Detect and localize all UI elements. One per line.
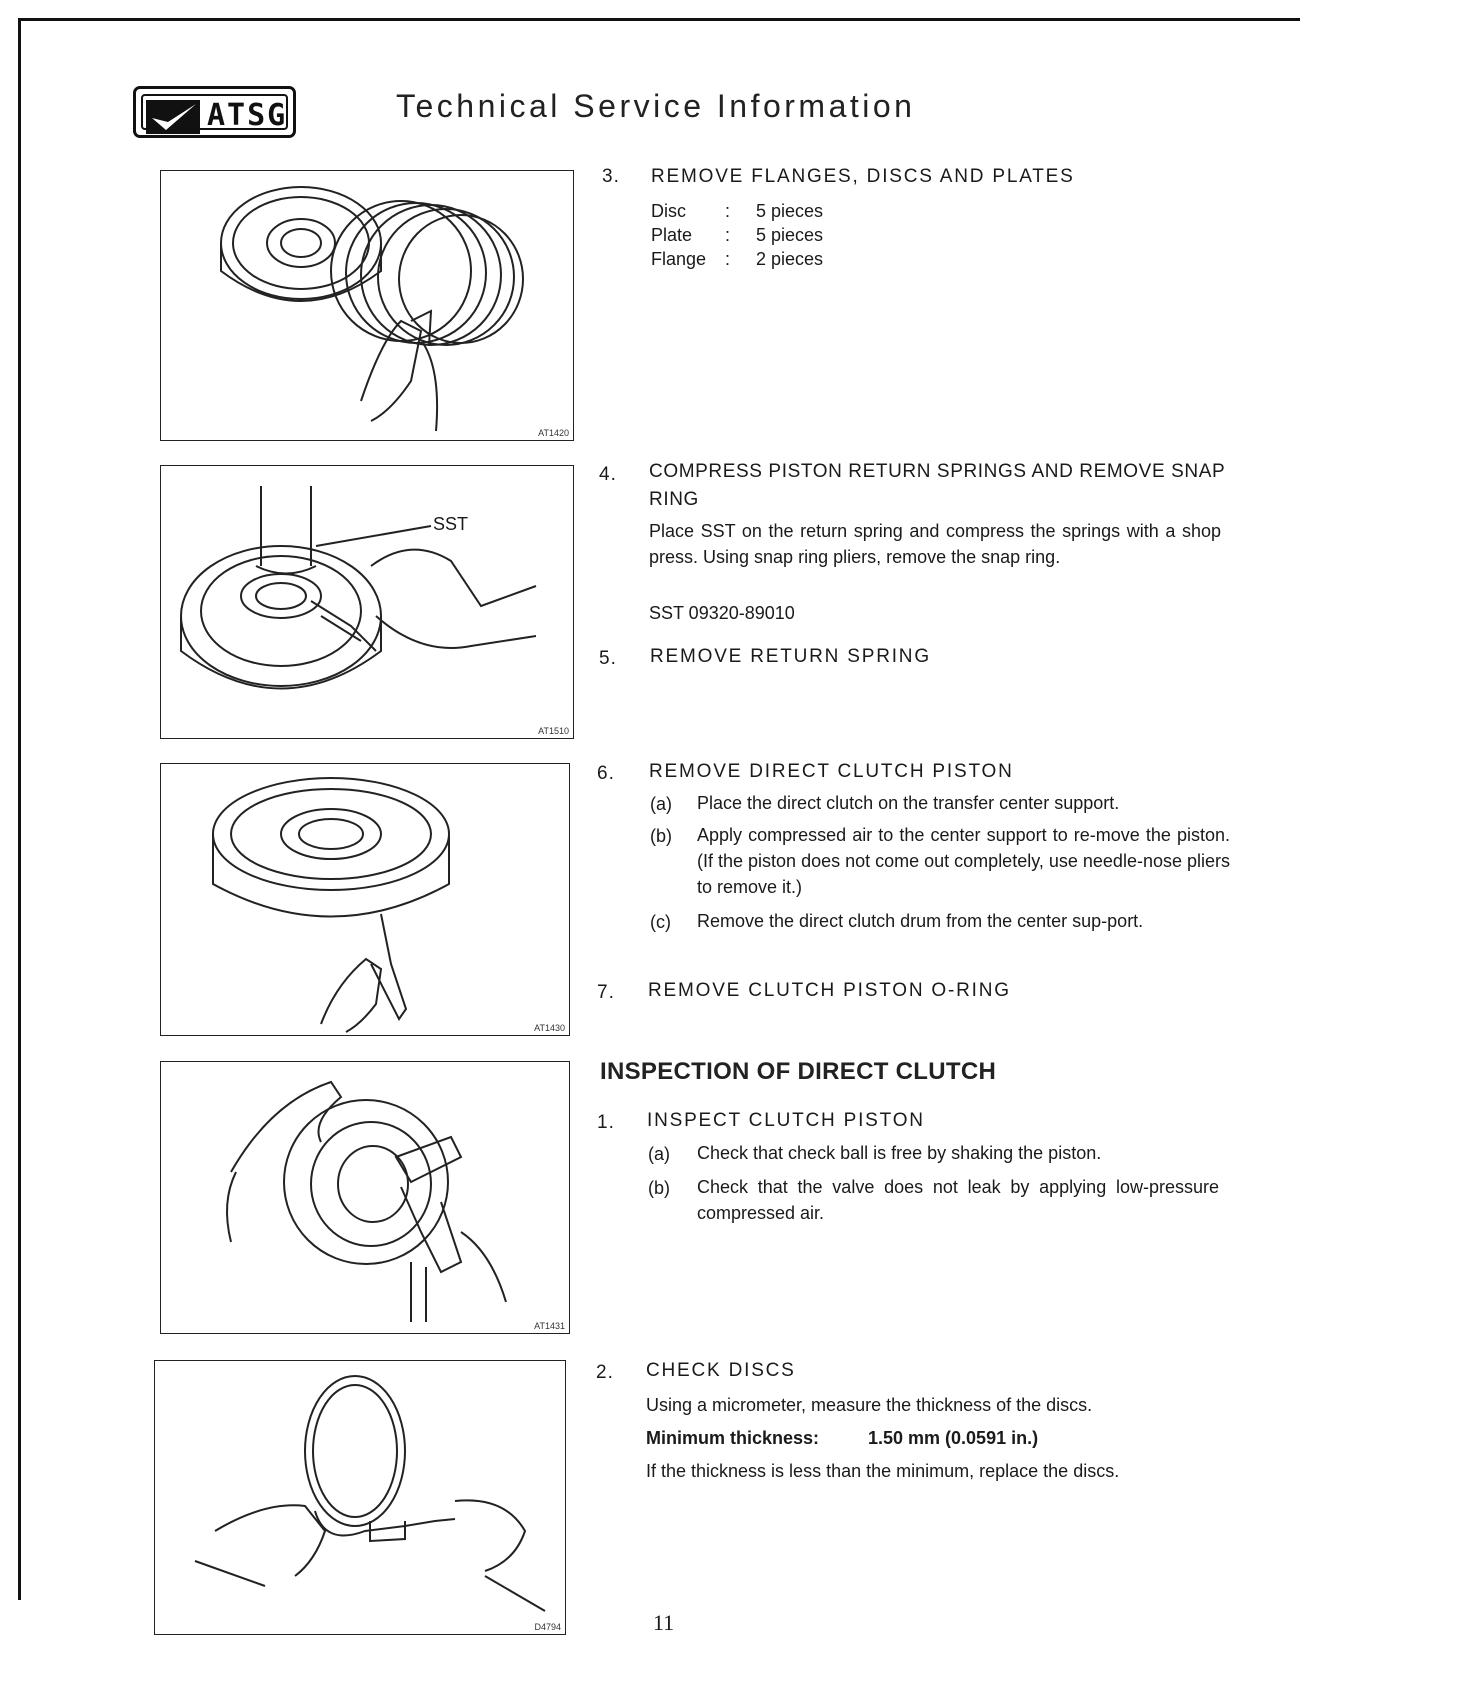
spec-value: 1.50 mm (0.0591 in.): [868, 1428, 1039, 1448]
step-note: If the thickness is less than the minimum, replace the discs.: [646, 1461, 1120, 1481]
part-value: 5 pieces: [756, 225, 824, 245]
item-text: Apply compressed air to the center support to re-move the piston. (If the piston does not come out completely, use needle-nose pliers to remove it.): [697, 825, 1230, 897]
spec-label: Minimum thickness:: [646, 1428, 820, 1448]
step-number: 6.: [597, 763, 615, 784]
step-heading: CHECK DISCS: [646, 1360, 796, 1381]
figure-code: AT1420: [538, 428, 569, 438]
figure-code: AT1431: [534, 1321, 565, 1331]
item-label: (a): [648, 1144, 670, 1164]
atsg-logo: [133, 86, 296, 138]
step-heading: INSPECT CLUTCH PISTON: [647, 1110, 925, 1131]
sst-callout: SST: [433, 514, 469, 534]
figure-inspect-piston: [160, 1061, 570, 1334]
part-sep: :: [725, 225, 731, 245]
top-border-rule: [20, 18, 1300, 21]
figure-code: AT1430: [534, 1023, 565, 1033]
part-sep: :: [725, 201, 731, 221]
step-number: 7.: [597, 982, 615, 1003]
page-title: Technical Service Information: [396, 88, 916, 124]
step-heading: REMOVE CLUTCH PISTON O-RING: [648, 980, 1011, 1001]
step-body: Using a micrometer, measure the thickness of the discs.: [646, 1395, 1093, 1415]
part-sep: :: [725, 249, 731, 269]
sst-number: SST 09320-89010: [649, 603, 795, 623]
part-value: 5 pieces: [756, 201, 824, 221]
item-text: Remove the direct clutch drum from the center sup-port.: [697, 911, 1144, 931]
figure-check-discs: [154, 1360, 566, 1635]
part-label: Flange: [651, 249, 707, 269]
item-label: (b): [650, 826, 672, 846]
step-number: 5.: [599, 648, 617, 669]
page-number: 11: [653, 1610, 675, 1635]
item-text: Check that the valve does not leak by applying low-pressure compressed air.: [697, 1177, 1219, 1223]
figure-remove-discs: [160, 170, 574, 441]
item-text: Place the direct clutch on the transfer center support.: [697, 793, 1120, 813]
item-text: Check that check ball is free by shaking the piston.: [697, 1143, 1102, 1163]
step-number: 3.: [602, 166, 620, 187]
step-number: 2.: [596, 1362, 614, 1383]
left-border-rule: [18, 18, 21, 1600]
figure-code: AT1510: [538, 726, 569, 736]
step-heading: COMPRESS PISTON RETURN SPRINGS AND REMOVE SNAP RING: [649, 461, 1225, 510]
figure-remove-piston: [160, 763, 570, 1036]
figure-compress-springs: [160, 465, 574, 739]
step-heading: REMOVE RETURN SPRING: [650, 646, 931, 667]
figure-code: D4794: [534, 1622, 561, 1632]
step-heading: REMOVE DIRECT CLUTCH PISTON: [649, 761, 1014, 782]
step-number: 4.: [599, 464, 617, 485]
section-title: INSPECTION OF DIRECT CLUTCH: [600, 1058, 997, 1085]
step-heading: REMOVE FLANGES, DISCS AND PLATES: [651, 166, 1075, 187]
logo-text: ATSG: [207, 98, 288, 133]
step-number: 1.: [597, 1112, 615, 1133]
item-label: (c): [650, 912, 671, 932]
part-label: Disc: [651, 201, 686, 221]
item-label: (b): [648, 1178, 670, 1198]
part-label: Plate: [651, 225, 693, 245]
checkmark-icon: [146, 100, 200, 134]
part-value: 2 pieces: [756, 249, 824, 269]
step-body: Place SST on the return spring and compress the springs with a shop press. Using snap ring pliers, remove the snap ring.: [649, 521, 1221, 567]
item-label: (a): [650, 794, 672, 814]
